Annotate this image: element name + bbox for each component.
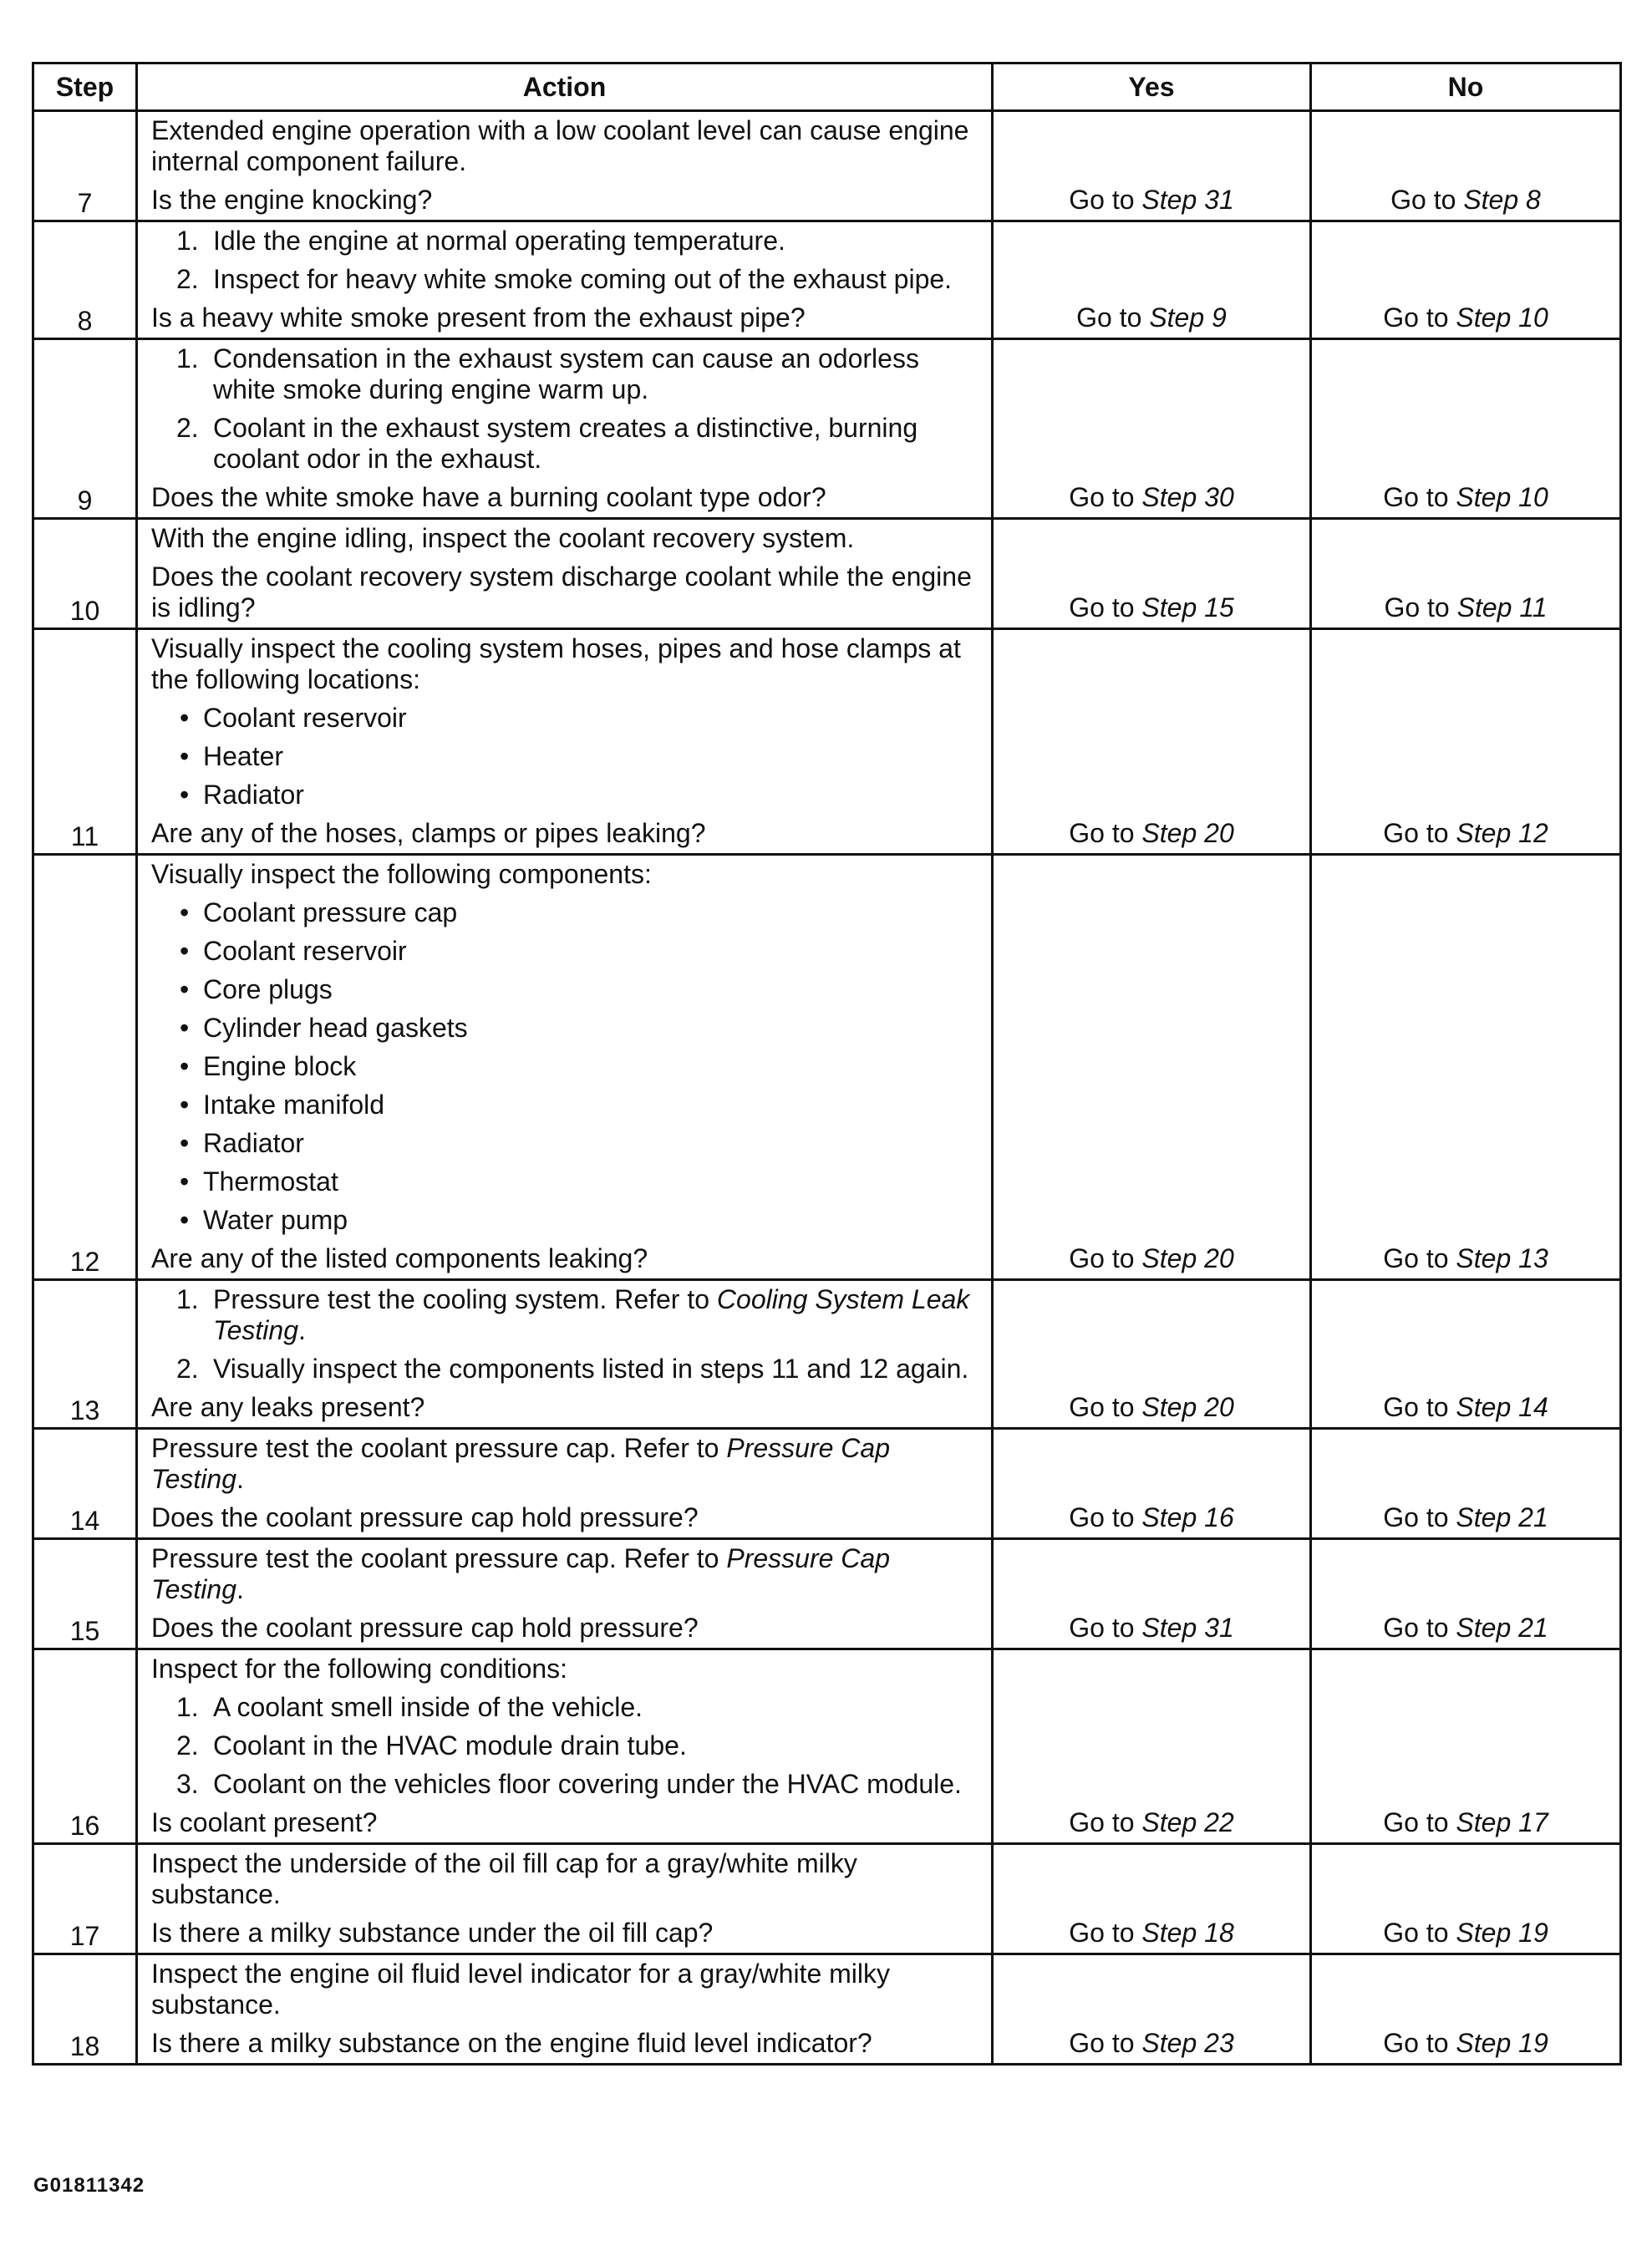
target-step-number: 20 xyxy=(1204,1392,1234,1422)
table-row xyxy=(33,1649,1621,1844)
step-word: Step xyxy=(1456,1392,1512,1422)
reference-link-text: Pressure Cap Testing xyxy=(151,1433,890,1494)
goto-prefix: Go to xyxy=(1383,818,1456,848)
target-step-number: 23 xyxy=(1204,2028,1234,2058)
bullet-item xyxy=(151,974,981,1005)
target-step-number: 19 xyxy=(1518,1918,1548,1948)
step-number: 13 xyxy=(33,1280,137,1429)
step-word: Step xyxy=(1149,302,1205,333)
item-number: 1. xyxy=(176,343,199,373)
step-word: Step xyxy=(1456,302,1512,333)
yes-action xyxy=(993,221,1311,339)
text-segment: Coolant pressure cap xyxy=(203,897,458,927)
table-row xyxy=(33,519,1621,629)
reference-link-text: Pressure Cap Testing xyxy=(151,1543,890,1604)
text-segment: Extended engine operation with a low coolant level can cause engine internal component failure. xyxy=(151,115,969,176)
bullet-icon: • xyxy=(180,974,190,1004)
step-word: Step xyxy=(1456,2028,1512,2058)
no-action xyxy=(1311,111,1621,221)
text-segment: Idle the engine at normal operating temperature. xyxy=(213,226,785,256)
question-text: Are any of the listed components leaking? xyxy=(151,1243,648,1273)
text-segment: With the engine idling, inspect the coolant recovery system. xyxy=(151,523,855,553)
step-word: Step xyxy=(1141,592,1197,622)
question-text: Is the engine knocking? xyxy=(151,185,433,215)
target-step-number: 31 xyxy=(1204,185,1234,215)
text-segment: Coolant in the HVAC module drain tube. xyxy=(213,1730,687,1761)
step-word: Step xyxy=(1141,1392,1197,1422)
figure-code: G01811342 xyxy=(33,2174,145,2197)
target-step-number: 12 xyxy=(1518,818,1548,848)
bullet-item xyxy=(151,1090,981,1120)
yes-action xyxy=(993,1844,1311,1954)
target-step-number: 9 xyxy=(1212,302,1227,333)
reference-link-text: Cooling System Leak Testing xyxy=(213,1284,970,1345)
step-word: Step xyxy=(1141,185,1197,215)
header-action: Action xyxy=(137,64,993,111)
instruction-text xyxy=(151,1543,981,1605)
bullet-icon: • xyxy=(180,741,190,771)
bullet-item xyxy=(151,1166,981,1197)
text-segment: Inspect for the following conditions: xyxy=(151,1654,568,1684)
question-text: Does the coolant recovery system discharge coolant while the engine is idling? xyxy=(151,561,972,622)
step-word: Step xyxy=(1456,1502,1512,1532)
target-step-number: 31 xyxy=(1204,1613,1234,1643)
bullet-item xyxy=(151,1051,981,1082)
step-number: 9 xyxy=(33,339,137,519)
no-action xyxy=(1311,339,1621,519)
text-segment: Visually inspect the following components: xyxy=(151,859,652,889)
goto-prefix: Go to xyxy=(1383,1392,1456,1422)
bullet-icon: • xyxy=(180,1051,190,1081)
yes-action xyxy=(993,1280,1311,1429)
text-segment: Inspect the underside of the oil fill cap for a gray/white milky substance. xyxy=(151,1848,857,1909)
header-yes: Yes xyxy=(993,64,1311,111)
text-segment: Pressure test the cooling system. Refer to xyxy=(213,1284,717,1314)
question-text: Is there a milky substance on the engine fluid level indicator? xyxy=(151,2028,872,2058)
goto-prefix: Go to xyxy=(1390,185,1464,215)
goto-prefix: Go to xyxy=(1383,1613,1456,1643)
step-number: 16 xyxy=(33,1649,137,1844)
action-cell xyxy=(137,1539,993,1649)
no-action xyxy=(1311,221,1621,339)
action-cell xyxy=(137,111,993,221)
yes-action xyxy=(993,1429,1311,1539)
text-segment: Visually inspect the cooling system hoses, pipes and hose clamps at the following locations: xyxy=(151,633,961,694)
item-number: 2. xyxy=(176,413,199,443)
text-segment: . xyxy=(236,1464,244,1494)
goto-prefix: Go to xyxy=(1069,185,1142,215)
no-action xyxy=(1311,1280,1621,1429)
no-action xyxy=(1311,1429,1621,1539)
table-header-row xyxy=(33,64,1621,111)
question-text: Is a heavy white smoke present from the exhaust pipe? xyxy=(151,302,806,333)
target-step-number: 8 xyxy=(1526,185,1541,215)
bullet-item xyxy=(151,780,981,810)
goto-prefix: Go to xyxy=(1383,2028,1456,2058)
text-segment: A coolant smell inside of the vehicle. xyxy=(213,1692,643,1722)
goto-prefix: Go to xyxy=(1384,592,1457,622)
yes-action xyxy=(993,1649,1311,1844)
table-row xyxy=(33,1844,1621,1954)
bullet-icon: • xyxy=(180,936,190,966)
instruction-text xyxy=(151,1654,981,1684)
goto-prefix: Go to xyxy=(1383,302,1456,333)
yes-action xyxy=(993,339,1311,519)
step-word: Step xyxy=(1456,1243,1512,1273)
goto-prefix: Go to xyxy=(1069,2028,1142,2058)
bullet-icon: • xyxy=(180,1090,190,1120)
target-step-number: 21 xyxy=(1518,1613,1548,1643)
step-word: Step xyxy=(1456,592,1512,622)
numbered-item xyxy=(151,1769,981,1800)
action-cell xyxy=(137,1649,993,1844)
bullet-item xyxy=(151,1013,981,1044)
text-segment: Pressure test the coolant pressure cap. Refer to xyxy=(151,1433,727,1463)
goto-prefix: Go to xyxy=(1076,302,1150,333)
step-word: Step xyxy=(1141,482,1197,512)
goto-prefix: Go to xyxy=(1069,482,1142,512)
numbered-item xyxy=(151,1354,981,1385)
bullet-item xyxy=(151,703,981,734)
step-word: Step xyxy=(1141,818,1197,848)
diagnostic-table xyxy=(32,62,1622,2066)
step-word: Step xyxy=(1456,1613,1512,1643)
text-segment: Condensation in the exhaust system can cause an odorless white smoke during engine warm up. xyxy=(213,343,919,404)
instruction-text xyxy=(151,1433,981,1495)
text-segment: Coolant in the exhaust system creates a distinctive, burning coolant odor in the exhaust. xyxy=(213,413,918,474)
no-action xyxy=(1311,1539,1621,1649)
bullet-icon: • xyxy=(180,1013,190,1043)
goto-prefix: Go to xyxy=(1069,592,1142,622)
step-number: 11 xyxy=(33,629,137,855)
instruction-text xyxy=(151,1959,981,2020)
bullet-item xyxy=(151,1205,981,1236)
table-row xyxy=(33,1954,1621,2065)
goto-prefix: Go to xyxy=(1383,1243,1456,1273)
target-step-number: 30 xyxy=(1204,482,1234,512)
no-action xyxy=(1311,1954,1621,2065)
item-number: 2. xyxy=(176,1354,199,1384)
yes-action xyxy=(993,1539,1311,1649)
bullet-icon: • xyxy=(180,1205,190,1235)
table-row xyxy=(33,1280,1621,1429)
text-segment: Coolant on the vehicles floor covering under the HVAC module. xyxy=(213,1769,962,1799)
target-step-number: 20 xyxy=(1204,818,1234,848)
no-action xyxy=(1311,629,1621,855)
target-step-number: 10 xyxy=(1518,482,1548,512)
bullet-item xyxy=(151,936,981,967)
table-row xyxy=(33,629,1621,855)
goto-prefix: Go to xyxy=(1069,1502,1142,1532)
goto-prefix: Go to xyxy=(1383,1502,1456,1532)
step-word: Step xyxy=(1141,1918,1197,1948)
text-segment: Inspect the engine oil fluid level indicator for a gray/white milky substance. xyxy=(151,1959,890,2020)
question-text: Does the coolant pressure cap hold pressure? xyxy=(151,1613,699,1643)
yes-action xyxy=(993,629,1311,855)
goto-prefix: Go to xyxy=(1069,1918,1142,1948)
step-word: Step xyxy=(1456,1918,1512,1948)
step-number: 12 xyxy=(33,855,137,1280)
instruction-text xyxy=(151,115,981,177)
instruction-text xyxy=(151,1848,981,1910)
text-segment: Pressure test the coolant pressure cap. Refer to xyxy=(151,1543,727,1573)
goto-prefix: Go to xyxy=(1383,1807,1456,1837)
no-action xyxy=(1311,855,1621,1280)
target-step-number: 15 xyxy=(1204,592,1234,622)
text-segment: Inspect for heavy white smoke coming out of the exhaust pipe. xyxy=(213,264,953,294)
numbered-item xyxy=(151,343,981,405)
bullet-item xyxy=(151,897,981,928)
numbered-item xyxy=(151,1284,981,1346)
step-word: Step xyxy=(1456,1807,1512,1837)
text-segment: Intake manifold xyxy=(203,1090,385,1120)
numbered-item xyxy=(151,413,981,475)
text-segment: Water pump xyxy=(203,1205,348,1235)
instruction-text xyxy=(151,859,981,890)
instruction-text xyxy=(151,523,981,554)
step-number: 15 xyxy=(33,1539,137,1649)
goto-prefix: Go to xyxy=(1069,1613,1142,1643)
step-word: Step xyxy=(1141,2028,1197,2058)
goto-prefix: Go to xyxy=(1069,1807,1142,1837)
bullet-icon: • xyxy=(180,1166,190,1197)
numbered-item xyxy=(151,264,981,295)
table-row xyxy=(33,221,1621,339)
question-text: Does the white smoke have a burning coolant type odor? xyxy=(151,482,826,512)
no-action xyxy=(1311,1844,1621,1954)
instruction-text xyxy=(151,633,981,695)
action-cell xyxy=(137,629,993,855)
target-step-number: 16 xyxy=(1204,1502,1234,1532)
step-number: 18 xyxy=(33,1954,137,2065)
text-segment: Cylinder head gaskets xyxy=(203,1013,468,1043)
action-cell xyxy=(137,519,993,629)
target-step-number: 21 xyxy=(1518,1502,1548,1532)
text-segment: . xyxy=(236,1574,244,1604)
bullet-icon: • xyxy=(180,1128,190,1158)
goto-prefix: Go to xyxy=(1069,1243,1142,1273)
action-cell xyxy=(137,1954,993,2065)
text-segment: Heater xyxy=(203,741,284,771)
yes-action xyxy=(993,111,1311,221)
table-body xyxy=(33,111,1621,2065)
table-row xyxy=(33,855,1621,1280)
question-text: Are any leaks present? xyxy=(151,1392,425,1422)
bullet-item xyxy=(151,1128,981,1159)
step-word: Step xyxy=(1141,1502,1197,1532)
action-cell xyxy=(137,339,993,519)
action-cell xyxy=(137,1844,993,1954)
item-number: 1. xyxy=(176,226,199,256)
action-cell xyxy=(137,1429,993,1539)
goto-prefix: Go to xyxy=(1383,482,1456,512)
action-cell xyxy=(137,1280,993,1429)
step-word: Step xyxy=(1141,1243,1197,1273)
target-step-number: 10 xyxy=(1518,302,1548,333)
target-step-number: 22 xyxy=(1204,1807,1234,1837)
step-word: Step xyxy=(1456,482,1512,512)
step-number: 8 xyxy=(33,221,137,339)
target-step-number: 20 xyxy=(1204,1243,1234,1273)
step-word: Step xyxy=(1141,1613,1197,1643)
goto-prefix: Go to xyxy=(1383,1918,1456,1948)
action-cell xyxy=(137,855,993,1280)
target-step-number: 18 xyxy=(1204,1918,1234,1948)
header-no: No xyxy=(1311,64,1621,111)
target-step-number: 14 xyxy=(1518,1392,1548,1422)
goto-prefix: Go to xyxy=(1069,1392,1142,1422)
item-number: 2. xyxy=(176,264,199,294)
bullet-icon: • xyxy=(180,897,190,927)
yes-action xyxy=(993,855,1311,1280)
step-number: 14 xyxy=(33,1429,137,1539)
text-segment: Visually inspect the components listed in steps 11 and 12 again. xyxy=(213,1354,969,1384)
step-number: 10 xyxy=(33,519,137,629)
goto-prefix: Go to xyxy=(1069,818,1142,848)
step-word: Step xyxy=(1463,185,1519,215)
header-step: Step xyxy=(33,64,137,111)
item-number: 2. xyxy=(176,1730,199,1761)
table-row xyxy=(33,1539,1621,1649)
item-number: 1. xyxy=(176,1692,199,1722)
item-number: 1. xyxy=(176,1284,199,1314)
numbered-item xyxy=(151,226,981,257)
bullet-icon: • xyxy=(180,780,190,810)
question-text: Does the coolant pressure cap hold pressure? xyxy=(151,1502,699,1532)
no-action xyxy=(1311,1649,1621,1844)
action-cell xyxy=(137,221,993,339)
table-row xyxy=(33,339,1621,519)
step-number: 7 xyxy=(33,111,137,221)
table-row xyxy=(33,111,1621,221)
item-number: 3. xyxy=(176,1769,199,1799)
yes-action xyxy=(993,519,1311,629)
text-segment: Coolant reservoir xyxy=(203,703,407,733)
yes-action xyxy=(993,1954,1311,2065)
target-step-number: 17 xyxy=(1518,1807,1548,1837)
no-action xyxy=(1311,519,1621,629)
text-segment: Radiator xyxy=(203,780,304,810)
text-segment: Engine block xyxy=(203,1051,357,1081)
question-text: Are any of the hoses, clamps or pipes leaking? xyxy=(151,818,706,848)
text-segment: Radiator xyxy=(203,1128,304,1158)
step-number: 17 xyxy=(33,1844,137,1954)
bullet-item xyxy=(151,741,981,772)
text-segment: Thermostat xyxy=(203,1166,338,1197)
table-row xyxy=(33,1429,1621,1539)
text-segment: Coolant reservoir xyxy=(203,936,407,966)
step-word: Step xyxy=(1456,818,1512,848)
target-step-number: 13 xyxy=(1518,1243,1548,1273)
target-step-number: 19 xyxy=(1518,2028,1548,2058)
question-text: Is coolant present? xyxy=(151,1807,378,1837)
question-text: Is there a milky substance under the oil fill cap? xyxy=(151,1918,714,1948)
step-word: Step xyxy=(1141,1807,1197,1837)
numbered-item xyxy=(151,1730,981,1761)
bullet-icon: • xyxy=(180,703,190,733)
text-segment: Core plugs xyxy=(203,974,333,1004)
text-segment: . xyxy=(298,1315,306,1345)
target-step-number: 11 xyxy=(1519,592,1548,622)
numbered-item xyxy=(151,1692,981,1723)
